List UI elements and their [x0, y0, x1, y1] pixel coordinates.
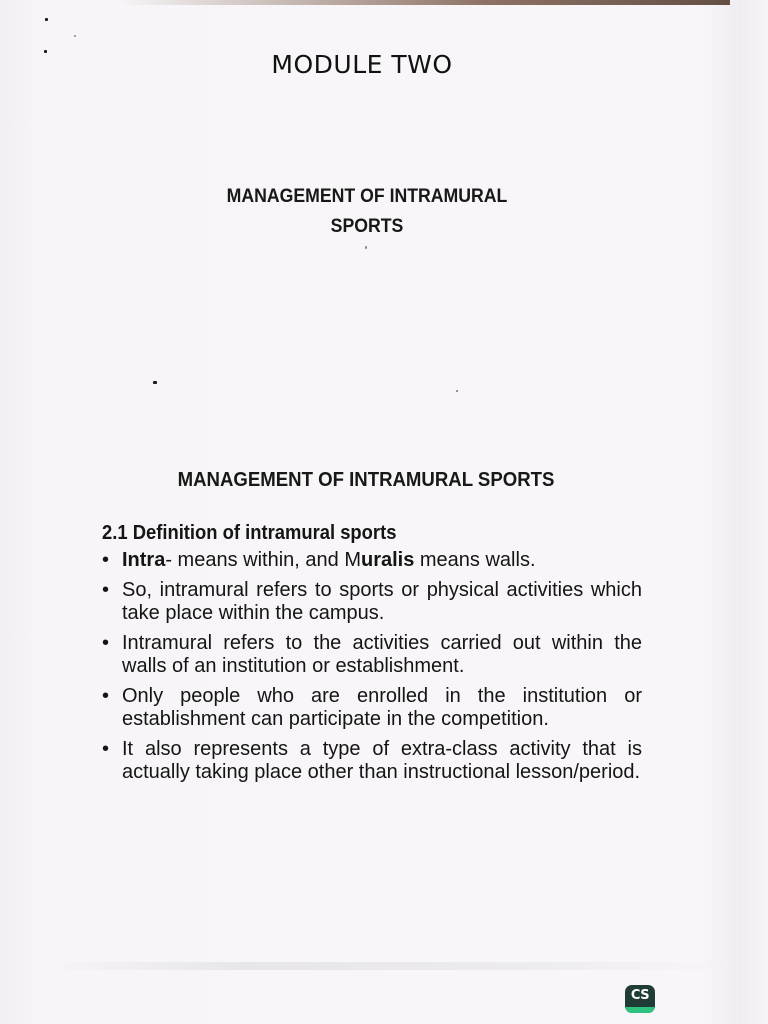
definition-bullet [102, 738, 642, 784]
bullet-text: It also represents a type of extra-class activity that is actually taking place other than instructional lesson/period. [122, 738, 642, 783]
camscanner-logo-strip [625, 1007, 655, 1013]
section-heading: MANAGEMENT OF INTRAMURAL SPORTS [177, 469, 555, 491]
bullet-text: Intramural refers to the activities carried out within the walls of an institution or establishment. [122, 632, 642, 677]
camscanner-logo-text: CS [630, 988, 650, 1003]
definition-bullet-list [102, 549, 642, 784]
bullet-bold-term: Intra [122, 549, 166, 571]
definition-bullet [102, 579, 642, 625]
bullet-text: means walls. [414, 549, 536, 571]
camscanner-logo [625, 985, 655, 1013]
scan-speck [45, 18, 48, 21]
bullet-text: Only people who are enrolled in the institution or establishment can participate in the competition. [122, 685, 642, 730]
module-title: MODULE TWO [271, 50, 453, 79]
bullet-bold-term: uralis [360, 549, 415, 571]
definition-section [102, 522, 642, 791]
scan-speck [456, 390, 458, 392]
bullet-text: - means within, and M [165, 549, 361, 571]
definition-title: 2.1 Definition of intramural sports [102, 522, 397, 544]
scan-speck [365, 246, 367, 249]
definition-bullet [102, 632, 642, 678]
definition-bullet [102, 685, 642, 731]
page-top-edge-shadow [120, 0, 730, 5]
title-heading [26, 182, 709, 242]
scan-speck [74, 35, 76, 37]
definition-bullet [102, 549, 642, 572]
bullet-text: So, intramural refers to sports or physical activities which take place within the campus. [122, 579, 642, 624]
title-heading-line-1: MANAGEMENT OF INTRAMURAL [226, 186, 508, 207]
page-bottom-edge [40, 962, 730, 970]
title-heading-line-2: SPORTS [330, 216, 404, 237]
scan-speck [153, 381, 157, 384]
